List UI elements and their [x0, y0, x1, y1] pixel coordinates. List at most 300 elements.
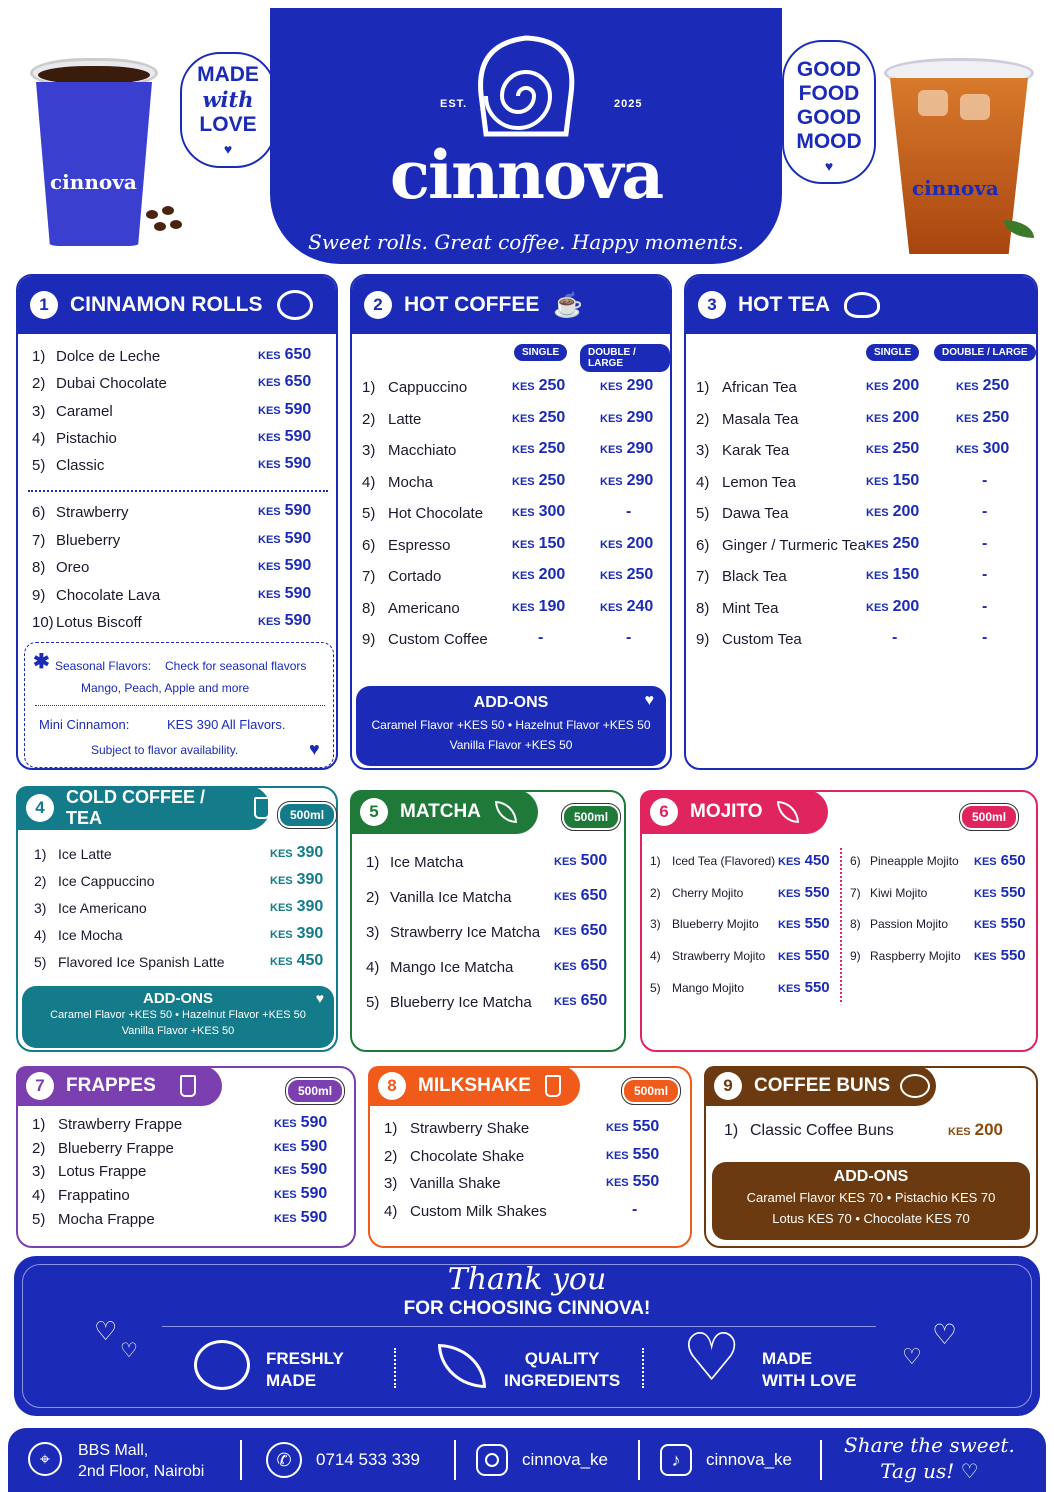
thank-you-banner — [14, 1256, 1040, 1416]
item-price — [866, 566, 919, 584]
currency: KES — [866, 412, 889, 425]
item-name: Strawberry Shake — [410, 1120, 530, 1137]
item-price — [600, 409, 653, 427]
item-name: Strawberry Frappe — [58, 1116, 183, 1133]
item-name: Pistachio — [56, 429, 117, 447]
item-price — [956, 629, 987, 647]
item-index: 9) — [362, 631, 376, 648]
price-value: 390 — [296, 925, 324, 942]
item-price — [600, 535, 653, 553]
address: BBS Mall, 2nd Floor, Nairobi — [78, 1442, 205, 1480]
item-name: Ice Cappuccino — [58, 873, 155, 889]
size-badge: 500ml — [286, 1078, 344, 1104]
item-index: 5) — [650, 980, 661, 995]
item-index: 4) — [650, 949, 661, 964]
price-value: 390 — [296, 871, 324, 888]
price-value: 650 — [580, 922, 608, 939]
item-name: Espresso — [388, 536, 451, 554]
item-index: 1) — [32, 348, 46, 365]
heart-icon: ♥ — [309, 739, 320, 759]
item-name: Vanilla Shake — [410, 1175, 501, 1192]
item-index: 9) — [850, 949, 861, 964]
currency: KES — [270, 929, 293, 941]
price-value: 590 — [284, 612, 312, 629]
section-cinnamon-rolls — [16, 274, 338, 770]
item-name: Cappuccino — [388, 379, 468, 396]
item-price — [778, 947, 830, 964]
price-value: 390 — [296, 898, 324, 915]
item-name: Frappatino — [58, 1187, 130, 1205]
est-label: EST. — [440, 98, 468, 110]
item-name: Strawberry Mojito — [672, 949, 766, 964]
price-value: 650 — [580, 887, 608, 904]
item-price — [956, 566, 987, 584]
currency: KES — [512, 507, 535, 519]
item-price — [512, 377, 565, 395]
currency: KES — [258, 506, 281, 518]
price-value: 290 — [626, 377, 654, 394]
item-price: KES 200 — [948, 1120, 1003, 1139]
section-frappes — [16, 1066, 356, 1248]
price-value: 590 — [300, 1137, 328, 1155]
cinnamon-roll-icon — [277, 290, 313, 320]
double-badge: DOUBLE / LARGE — [934, 344, 1036, 361]
coffee-beans — [146, 206, 182, 236]
item-index: 1) — [366, 854, 380, 871]
section-number: 7 — [26, 1072, 54, 1100]
item-name: Macchiato — [388, 442, 457, 459]
cup-logo-text: cinnova — [50, 170, 137, 194]
price-value: 590 — [284, 557, 312, 574]
item-index: 1) — [384, 1120, 398, 1137]
shake-cup-icon — [545, 1075, 561, 1097]
price-value: 250 — [892, 440, 920, 457]
price-value: 200 — [538, 566, 566, 583]
heart-icon: ♥ — [824, 158, 834, 174]
item-price — [606, 1146, 659, 1164]
item-price — [974, 915, 1026, 932]
currency: KES — [606, 1149, 629, 1162]
seasonal-text: Check for seasonal flavors — [165, 659, 307, 673]
item-index: 4) — [366, 959, 380, 976]
item-price — [554, 852, 607, 870]
item-price — [554, 887, 607, 905]
item-name: Americano — [388, 599, 460, 617]
item-price — [258, 557, 311, 575]
price-value: 250 — [892, 534, 920, 552]
item-index: 4) — [696, 473, 710, 491]
empty-price: - — [982, 597, 988, 615]
price-value: 250 — [538, 471, 566, 489]
currency: KES — [512, 381, 535, 393]
empty-price: - — [982, 503, 988, 520]
price-value: 650 — [284, 346, 312, 363]
item-name: Cortado — [388, 568, 442, 585]
currency: KES — [270, 848, 293, 860]
currency: KES — [258, 431, 281, 444]
item-name: Caramel — [56, 402, 113, 420]
hot-coffee-addons: ADD-ONS Caramel Flavor +KES 50 • Hazelnut Flavor +KES 50 Vanilla Flavor +KES 50 ♥ — [356, 686, 666, 766]
teapot-icon — [844, 292, 880, 318]
item-index: 3) — [32, 402, 46, 420]
item-name: Blueberry Mojito — [672, 917, 759, 932]
thank-you-script: Thank you — [447, 1262, 607, 1297]
feature-quality-ingredients: QUALITY INGREDIENTS — [504, 1349, 621, 1390]
price-value: 590 — [284, 455, 312, 473]
seasonal-flavors: Mango, Peach, Apple and more — [81, 681, 250, 695]
section-number: 9 — [714, 1072, 742, 1100]
currency: KES — [866, 601, 889, 614]
feature-made-with-love: MADE WITH LOVE — [762, 1349, 857, 1390]
empty-price: - — [982, 629, 988, 646]
item-index: 7) — [32, 531, 46, 549]
item-name: Flavored Ice Spanish Latte — [58, 954, 225, 970]
item-index: 2) — [362, 410, 376, 428]
currency: KES — [554, 926, 577, 938]
price-value: 390 — [296, 844, 324, 861]
hearts-icon: ♥ — [315, 990, 324, 1006]
price-value: 250 — [626, 566, 654, 583]
footer — [8, 1428, 1046, 1492]
price-value: 200 — [626, 534, 654, 552]
price-value: 290 — [626, 440, 654, 457]
price-value: 590 — [284, 400, 312, 418]
currency: KES — [600, 475, 623, 488]
item-name: Vanilla Ice Matcha — [390, 889, 512, 906]
currency: KES — [554, 961, 577, 973]
item-price — [258, 530, 311, 548]
item-index: 1) — [362, 379, 376, 396]
item-name: Hot Chocolate — [388, 505, 484, 522]
price-value: 300 — [982, 440, 1010, 457]
item-name: Custom Tea — [722, 631, 802, 648]
price-value: 290 — [626, 408, 654, 426]
item-index: 4) — [34, 927, 47, 943]
section-header — [18, 276, 336, 334]
item-price — [512, 629, 543, 647]
item-price — [270, 925, 323, 943]
item-index: 5) — [696, 505, 710, 522]
item-price — [600, 598, 653, 616]
heart-icon: ♡ — [120, 1340, 138, 1362]
seasonal-label: Seasonal Flavors: — [55, 659, 152, 673]
item-price — [274, 1209, 327, 1227]
section-title: FRAPPES — [66, 1075, 156, 1096]
price-value: 450 — [296, 952, 324, 969]
instagram-link[interactable]: cinnova_ke — [522, 1450, 609, 1469]
section-milkshake — [368, 1066, 692, 1248]
section-title: MILKSHAKE — [418, 1075, 531, 1096]
currency: KES — [956, 412, 979, 425]
price-value: 590 — [284, 502, 312, 519]
item-name: African Tea — [722, 379, 797, 396]
single-badge: SINGLE — [866, 344, 919, 361]
leaf-icon — [495, 801, 517, 823]
item-price — [866, 535, 919, 553]
item-name: Dawa Tea — [722, 505, 789, 522]
item-index: 3) — [32, 1163, 46, 1181]
item-index: 3) — [362, 442, 376, 459]
item-name: Oreo — [56, 559, 90, 576]
item-index: 5) — [32, 457, 46, 475]
item-price — [866, 377, 919, 395]
item-index: 8) — [850, 917, 861, 932]
price-value: 550 — [804, 978, 830, 996]
price-value: 550 — [804, 947, 830, 965]
price-value: 590 — [300, 1185, 328, 1203]
item-price — [258, 428, 311, 446]
item-price — [270, 952, 323, 970]
section-number: 8 — [378, 1072, 406, 1100]
item-price — [274, 1185, 327, 1203]
section-title: HOT TEA — [738, 293, 831, 316]
item-name: Lotus Frappe — [58, 1163, 147, 1181]
item-price — [274, 1161, 327, 1179]
heart-icon: ♡ — [716, 131, 742, 162]
item-name: Chocolate Lava — [56, 586, 161, 604]
tiktok-icon[interactable]: ♪ — [660, 1444, 692, 1476]
item-name: Passion Mojito — [870, 917, 949, 932]
price-value: 590 — [284, 427, 312, 445]
heart-icon: ♥ — [223, 141, 233, 157]
brand-header — [270, 8, 782, 264]
empty-price: - — [982, 534, 988, 552]
item-name: Masala Tea — [722, 410, 799, 428]
item-price — [606, 1201, 637, 1219]
item-index: 3) — [34, 900, 47, 916]
currency: KES — [778, 919, 801, 932]
seasonal-box — [24, 642, 334, 768]
hearts-icon: ♥ — [644, 692, 654, 709]
item-name: Dolce de Leche — [56, 348, 161, 365]
item-index: 5) — [32, 1210, 46, 1228]
item-name: Ice Americano — [58, 900, 147, 916]
divider — [28, 490, 328, 492]
iced-cup-icon — [254, 797, 270, 819]
cold-coffee-addons: ADD-ONS Caramel Flavor +KES 50 • Hazelnut Flavor +KES 50 Vanilla Flavor +KES 50 ♥ — [22, 986, 334, 1048]
item-price — [512, 566, 565, 584]
item-price — [778, 915, 830, 932]
price-value: 550 — [632, 1173, 660, 1190]
section-number: 5 — [360, 798, 388, 826]
item-price — [974, 852, 1026, 869]
price-value: 300 — [538, 503, 566, 520]
item-price — [270, 871, 323, 889]
item-name: Blueberry Frappe — [58, 1139, 174, 1157]
made-with-love-badge: MADE with LOVE ♥ — [180, 52, 276, 168]
item-price — [956, 409, 1009, 427]
item-index: 6) — [362, 536, 376, 554]
item-price — [974, 947, 1026, 964]
double-badge: DOUBLE / LARGE — [580, 344, 670, 372]
price-value: 550 — [804, 915, 830, 933]
item-name: Blueberry — [56, 531, 121, 549]
item-index: 2) — [32, 375, 46, 393]
price-value: 650 — [580, 957, 608, 974]
item-price — [258, 401, 311, 419]
item-price — [600, 503, 631, 521]
currency: KES — [512, 412, 535, 425]
item-index: 5) — [362, 505, 376, 522]
currency: KES — [258, 616, 281, 628]
instagram-icon[interactable] — [476, 1444, 508, 1476]
item-index: 4) — [384, 1202, 398, 1220]
item-price — [512, 535, 565, 553]
item-index: 9) — [32, 586, 46, 604]
item-name: Lotus Biscoff — [56, 614, 142, 631]
currency: KES — [258, 588, 281, 601]
coffee-cup-icon: ☕ — [553, 291, 584, 319]
price-value: 250 — [538, 440, 566, 457]
section-title: MATCHA — [400, 801, 481, 822]
price-value: 550 — [1000, 883, 1026, 901]
item-name: Custom Milk Shakes — [410, 1202, 547, 1220]
section-title: CINNAMON ROLLS — [70, 293, 263, 316]
heart-icon: ♡ — [734, 172, 754, 197]
asterisk-icon: ✱ — [33, 651, 50, 673]
item-index: 5) — [366, 994, 380, 1011]
item-index: 4) — [32, 1187, 46, 1205]
price-value: 550 — [1000, 915, 1026, 933]
item-index: 1) — [724, 1122, 739, 1139]
item-index: 6) — [850, 854, 861, 868]
item-index: 5) — [34, 954, 47, 970]
item-name: Dubai Chocolate — [56, 375, 167, 393]
item-name: Lemon Tea — [722, 473, 796, 491]
item-price — [270, 898, 323, 916]
currency: KES — [866, 538, 889, 551]
price-value: 240 — [626, 597, 654, 615]
location-pin-icon: ⌖ — [28, 1442, 62, 1476]
item-name: Mocha Frappe — [58, 1210, 155, 1228]
item-index: 2) — [32, 1139, 46, 1157]
item-price — [554, 992, 607, 1010]
cinnamon-roll-logo-icon — [466, 24, 586, 144]
currency: KES — [258, 404, 281, 417]
tiktok-link[interactable]: cinnova_ke — [706, 1450, 793, 1469]
item-price — [600, 629, 631, 647]
currency: KES — [866, 570, 889, 582]
currency: KES — [270, 902, 293, 914]
item-name: Custom Coffee — [388, 631, 488, 648]
item-price — [866, 472, 919, 490]
iced-tea-cup — [878, 30, 1038, 254]
section-hot-coffee — [350, 274, 672, 770]
item-price — [956, 535, 987, 553]
section-title: COFFEE BUNS — [754, 1075, 891, 1096]
size-badge: 500ml — [278, 802, 336, 828]
heart-icon: ♡ — [902, 1344, 922, 1369]
brand-logo: cinnova — [389, 136, 663, 214]
price-value: 150 — [538, 534, 566, 552]
empty-price: - — [632, 1200, 638, 1218]
price-value: 590 — [284, 584, 312, 602]
single-badge: SINGLE — [514, 344, 567, 361]
currency: KES — [258, 459, 281, 472]
section-number: 4 — [26, 794, 54, 822]
item-price — [956, 598, 987, 616]
section-matcha — [350, 790, 626, 1052]
price-value: 550 — [1000, 947, 1026, 965]
heart-icon: ♡ — [960, 1459, 979, 1483]
frappe-cup-icon — [180, 1075, 196, 1097]
item-index: 8) — [696, 599, 710, 617]
phone-icon[interactable]: ✆ — [266, 1442, 302, 1478]
currency: KES — [274, 1165, 297, 1178]
mini-cinnamon-label: Mini Cinnamon: — [39, 717, 130, 732]
currency: KES — [974, 856, 997, 868]
item-index: 2) — [696, 410, 710, 428]
item-price — [258, 502, 311, 520]
item-name: Ice Matcha — [390, 854, 464, 871]
heart-icon: ♡ — [932, 1319, 958, 1350]
currency: KES — [974, 919, 997, 932]
item-price — [866, 503, 919, 521]
est-year: 2025 — [614, 98, 643, 110]
item-price — [956, 503, 987, 521]
item-index: 3) — [696, 442, 710, 459]
currency: KES — [606, 1177, 629, 1189]
currency: KES — [258, 377, 281, 390]
leaf-icon — [777, 801, 799, 823]
item-name: Strawberry — [56, 504, 129, 521]
item-index: 1) — [650, 854, 661, 868]
item-index: 7) — [696, 568, 710, 585]
item-price — [274, 1114, 327, 1132]
currency: KES — [274, 1141, 297, 1154]
item-name: Mocha — [388, 473, 434, 491]
item-price — [600, 440, 653, 458]
item-index: 7) — [850, 885, 861, 900]
item-price — [600, 377, 653, 395]
item-name: Karak Tea — [722, 442, 790, 459]
item-name: Classic — [56, 457, 105, 475]
empty-price: - — [982, 566, 988, 583]
currency: KES — [274, 1212, 297, 1225]
section-mojito — [640, 790, 1038, 1052]
phone-link[interactable]: 0714 533 339 — [316, 1450, 420, 1469]
price-value: 550 — [632, 1118, 660, 1135]
item-index: 3) — [366, 924, 380, 941]
thank-you-line: FOR CHOOSING CINNOVA! — [403, 1298, 651, 1319]
item-name: Classic Coffee Buns — [750, 1122, 894, 1139]
item-price — [866, 409, 919, 427]
price-value: 200 — [892, 377, 920, 394]
item-index: 10) — [32, 614, 54, 631]
price-value: 450 — [804, 852, 830, 869]
item-price — [866, 598, 919, 616]
item-index: 6) — [696, 536, 710, 554]
section-title: HOT COFFEE — [404, 293, 540, 316]
item-index: 1) — [34, 846, 47, 862]
empty-price: - — [538, 629, 544, 646]
item-name: Ginger / Turmeric Tea — [722, 536, 866, 554]
item-price — [258, 346, 311, 364]
price-value: 550 — [632, 1145, 660, 1163]
item-index: 6) — [32, 504, 46, 521]
item-index: 2) — [366, 889, 380, 906]
heart-icon: ♡ — [682, 1320, 742, 1394]
section-number: 1 — [30, 291, 58, 319]
currency: KES — [974, 887, 997, 900]
price-value: 150 — [892, 471, 920, 489]
bun-icon — [900, 1074, 930, 1098]
item-index: 2) — [384, 1147, 398, 1165]
currency: KES — [866, 381, 889, 393]
currency: KES — [600, 538, 623, 551]
item-price — [512, 409, 565, 427]
availability-note: Subject to flavor availability. — [91, 743, 239, 757]
